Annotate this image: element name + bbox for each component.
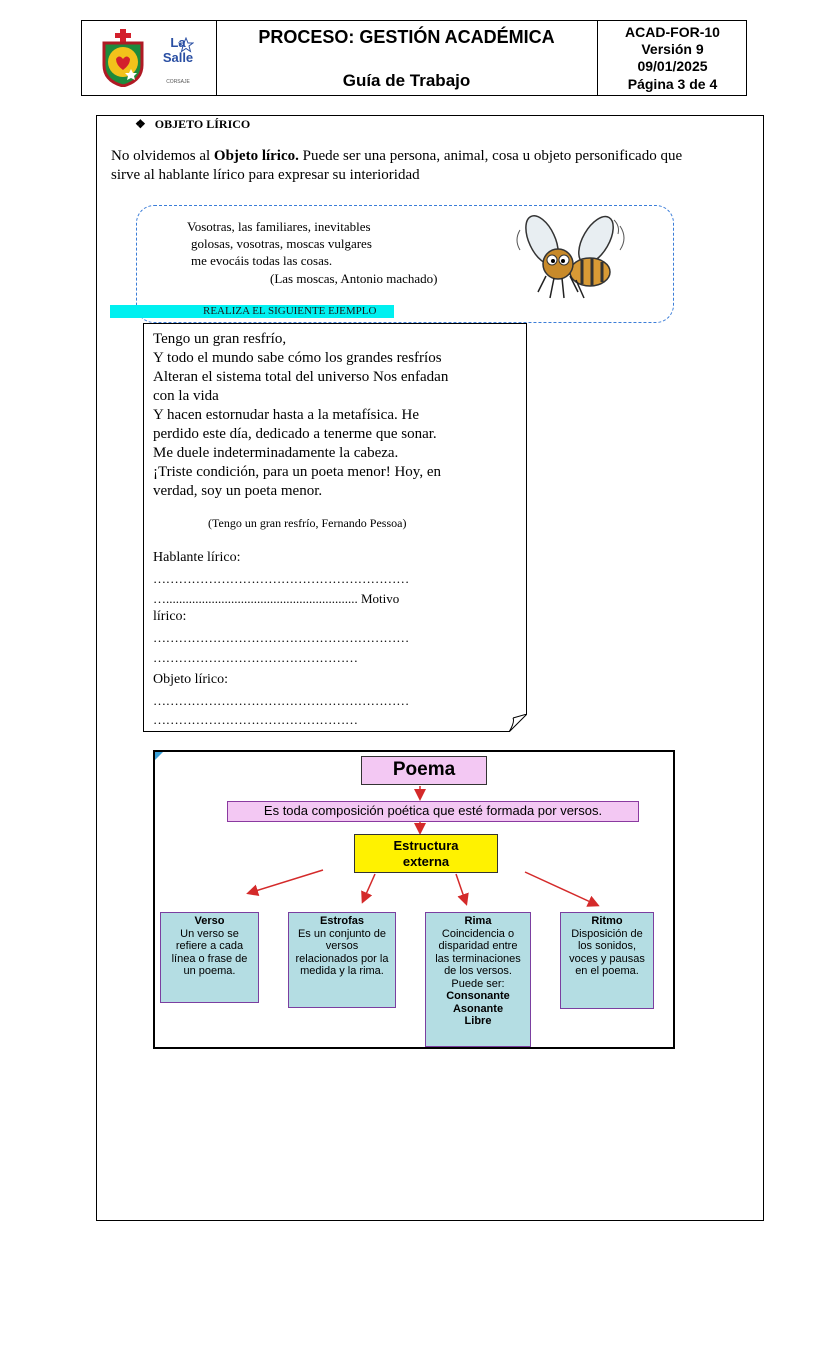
poem-line: Y hacen estornudar hasta a la metafísica. He — [153, 407, 419, 423]
fly-illustration-icon — [510, 210, 630, 310]
estrofas-box — [288, 912, 396, 1008]
poem-line: Y todo el mundo sabe cómo los grandes resfríos — [153, 350, 442, 366]
estrofas-text: Es un conjunto de versos relacionados por la medida y la rima. — [295, 927, 389, 977]
example-verse-line: me evocáis todas las cosas. — [191, 253, 333, 268]
bullet-icon: ❖ — [135, 117, 146, 131]
logo-cell — [82, 21, 217, 95]
section-heading-text: OBJETO LÍRICO — [154, 117, 251, 131]
answer-line: …………………………………………………… — [153, 693, 410, 708]
star-icon — [178, 37, 194, 53]
document-date: 09/01/2025 — [637, 58, 708, 74]
objeto-label: Objeto lírico: — [153, 672, 229, 687]
diagram-title-box — [361, 756, 487, 785]
hablante-label: Hablante lírico: — [153, 550, 241, 565]
poem-citation: (Tengo un gran resfrío, Fernando Pessoa) — [208, 516, 407, 530]
ritmo-box — [560, 912, 654, 1009]
poem-line: con la vida — [153, 388, 219, 404]
structure-text: Estructura externa — [393, 838, 459, 869]
answer-line: …………………………………………………… — [153, 630, 410, 645]
answer-line: …………………………………………………… — [153, 571, 410, 586]
arrow — [525, 872, 597, 905]
intro-paragraph — [111, 147, 741, 185]
definition-box — [227, 801, 639, 822]
process-title: PROCESO: GESTIÓN ACADÉMICA — [258, 27, 555, 47]
intro-line-2: sirve al hablante lírico para expresar su interioridad — [111, 167, 420, 183]
document-code: ACAD-FOR-10 — [625, 24, 720, 40]
intro-prefix: No olvidemos al — [111, 148, 214, 164]
example-verse-line: Vosotras, las familiares, inevitables — [187, 219, 371, 234]
la-salle-logo-subtext: CORSAJE — [166, 79, 190, 85]
verso-box — [160, 912, 259, 1003]
rima-type: Consonante — [446, 990, 510, 1002]
document-version: Versión 9 — [641, 41, 704, 57]
instruction-text: REALIZA EL SIGUIENTE EJEMPLO — [203, 305, 377, 317]
structure-box — [354, 834, 498, 873]
poem-line: Me duele indeterminadamente la cabeza. — [153, 445, 399, 461]
la-salle-logo-text: La Salle — [162, 35, 194, 65]
rima-box — [425, 912, 531, 1047]
definition-text: Es toda composición poética que esté formada por versos. — [263, 803, 603, 818]
rima-type: Asonante — [452, 1002, 504, 1015]
school-shield-icon — [100, 29, 146, 87]
example-verse-line: golosas, vosotras, moscas vulgares — [191, 236, 372, 251]
example-citation: (Las moscas, Antonio machado) — [270, 271, 438, 286]
intro-bold: Objeto lírico. — [213, 148, 299, 164]
section-heading — [135, 117, 250, 132]
rima-text: Coincidencia o disparidad entre las terminaciones de los versos. Puede ser: — [435, 927, 521, 990]
page-number: Página 3 de 4 — [627, 76, 718, 92]
verso-text: Un verso se refiere a cada línea o frase de un poema. — [171, 927, 248, 977]
rima-title: Rima — [464, 915, 492, 927]
poem-structure-diagram — [153, 750, 675, 1049]
diagram-title: Poema — [392, 759, 456, 780]
document-header — [81, 20, 747, 96]
document-code-cell — [597, 21, 747, 95]
ritmo-text: Disposición de los sonidos, voces y pausas en el poema. — [569, 927, 645, 977]
motivo-label: lírico: — [153, 609, 187, 624]
arrow — [456, 874, 466, 903]
poem-line: Tengo un gran resfrío, — [153, 331, 287, 347]
poem-line: perdido este día, dedicado a tenerme que sonar. — [153, 426, 437, 442]
corner-marker — [155, 752, 163, 760]
answer-line: ………………………………………… — [153, 650, 358, 665]
verso-title: Verso — [194, 915, 225, 927]
arrow — [249, 870, 323, 893]
arrow — [363, 874, 375, 901]
rima-type: Libre — [464, 1015, 492, 1027]
answer-line-motivo: …........................................................... Motivo — [153, 591, 400, 606]
intro-rest: Puede ser una persona, animal, cosa u objeto personificado que — [298, 148, 683, 164]
poem-line: verdad, soy un poeta menor. — [153, 483, 323, 499]
estrofas-title: Estrofas — [319, 915, 365, 927]
poem-line: Alteran el sistema total del universo Nos enfadan — [153, 369, 449, 385]
ritmo-title: Ritmo — [591, 915, 623, 927]
answer-line: ………………………………………… — [153, 712, 358, 727]
poem-line: ¡Triste condición, para un poeta menor! Hoy, en — [153, 464, 441, 480]
folded-corner-icon — [509, 714, 527, 732]
document-type: Guía de Trabajo — [342, 71, 471, 90]
instruction-banner — [110, 305, 394, 318]
